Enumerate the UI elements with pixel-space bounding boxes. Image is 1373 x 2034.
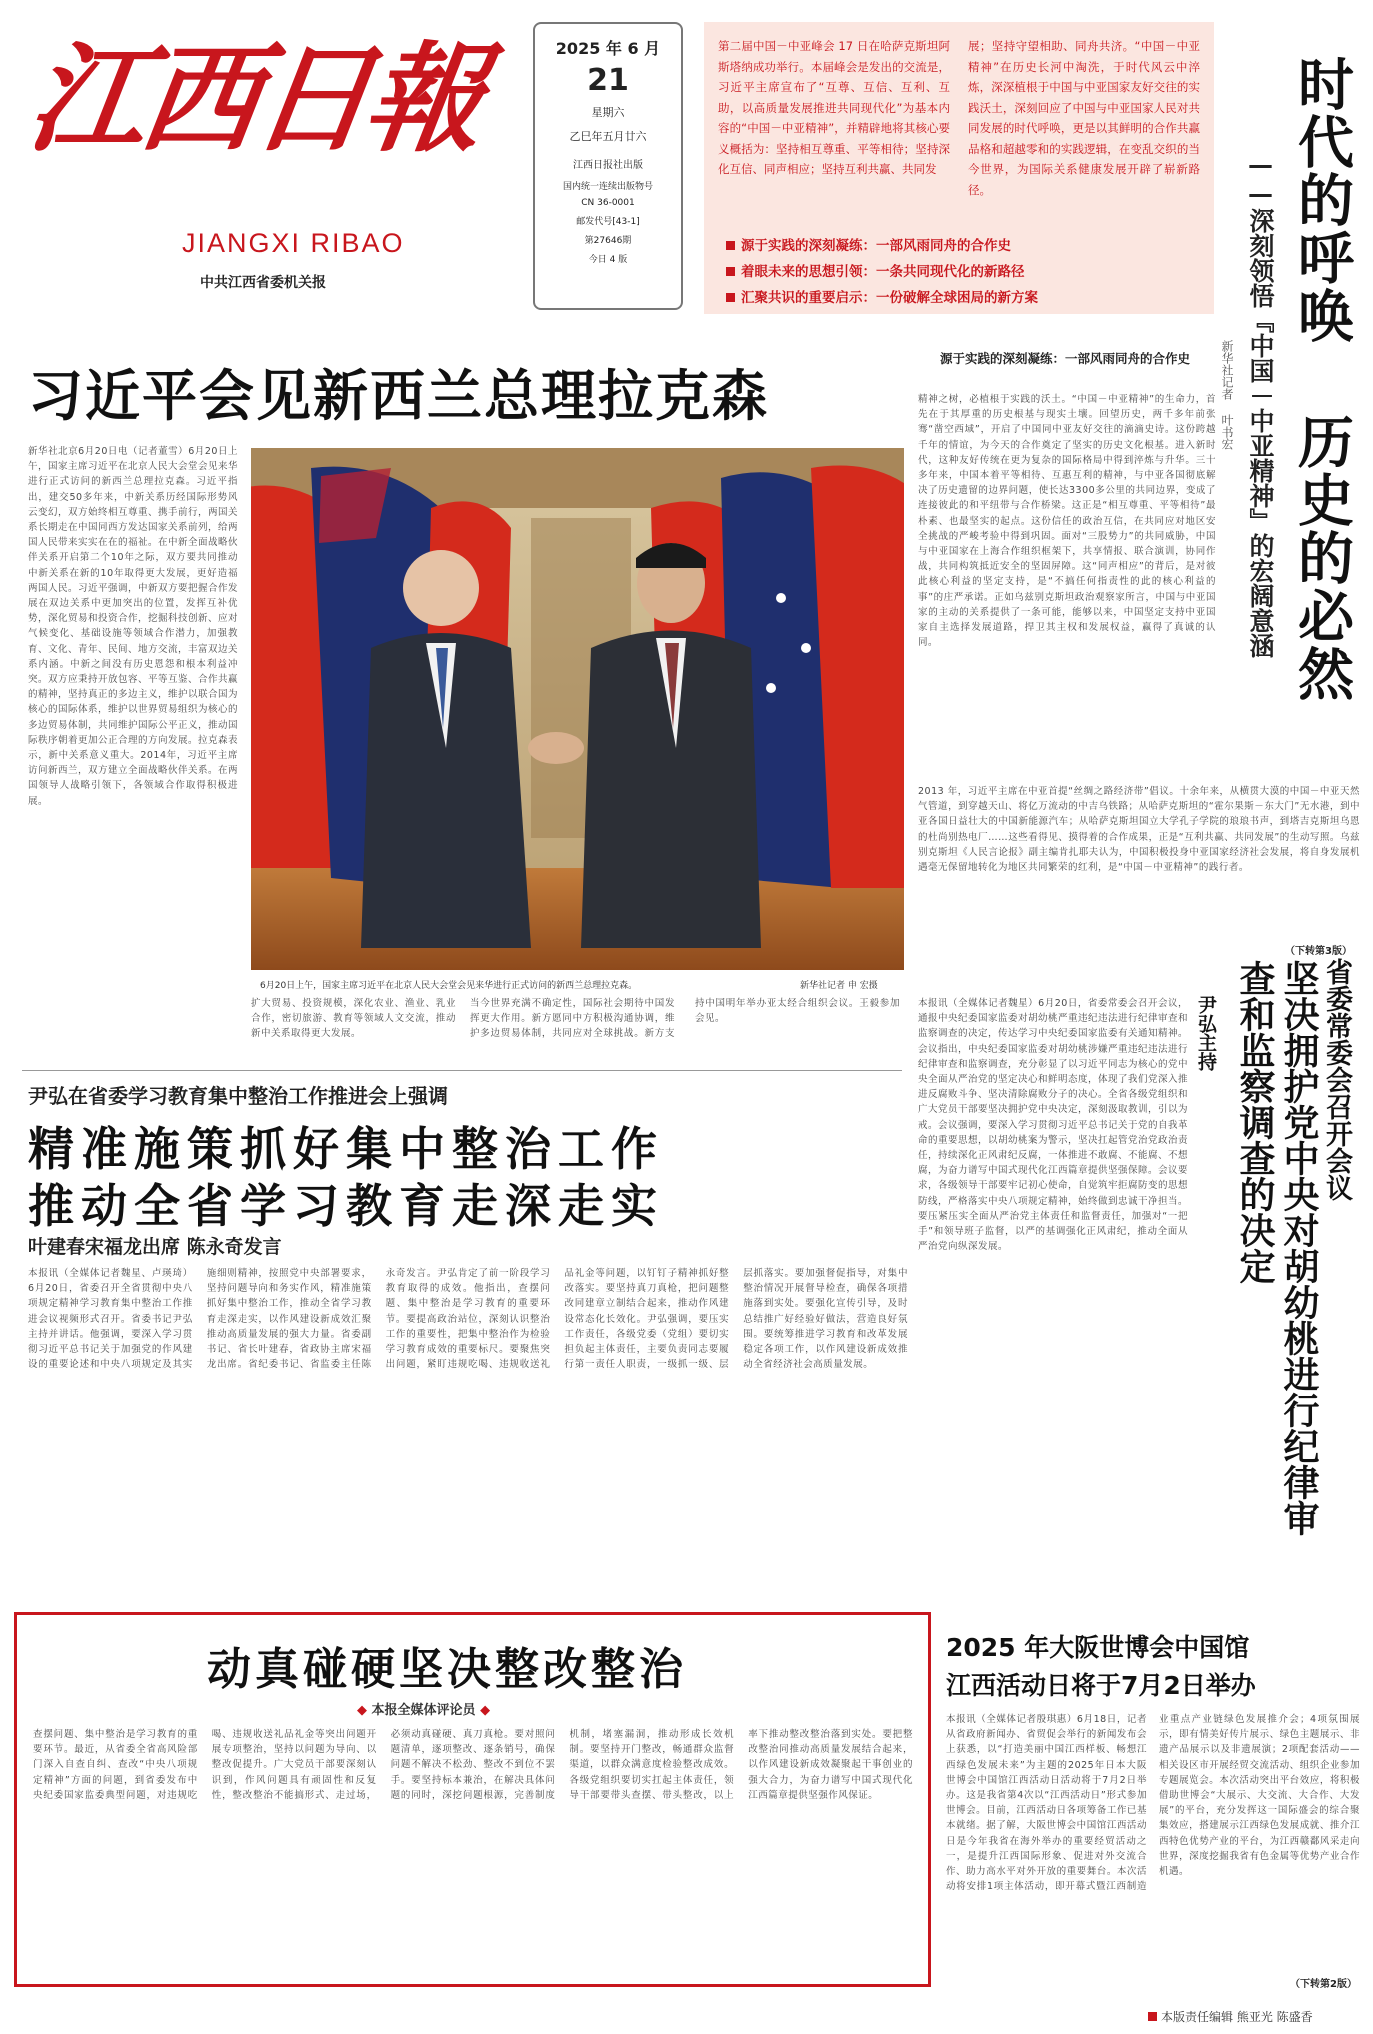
second-headline-1: 精准施策抓好集中整治工作 [28, 1122, 664, 1176]
commentary-headline: 动真碰硬坚决整改整治 [207, 1644, 687, 1695]
expo-continue: （下转第2版） [1290, 1979, 1357, 1990]
second-headline-2: 推动全省学习教育走深走实 [28, 1179, 664, 1233]
feature-author: 新华社记者 叶书宏 [1220, 340, 1234, 450]
lead-body-tail-2: 当今世界充满不确定性，国际社会期待中国发挥更大作用。新方愿同中方积极沟通协调，维护多边贸易体制，共同应对全球挑战。新方支持中国明年举办亚太经合组织会议。王毅参加会见。 [470, 998, 900, 1040]
diamond-bullet-icon: ◆ [480, 1703, 491, 1718]
publisher: 江西日报社出版 [573, 160, 643, 171]
cn-number: CN 36-0001 [581, 198, 635, 208]
teaser-link-3[interactable]: 汇聚共识的重要启示：一份破解全球困局的新方案 [726, 286, 1038, 306]
postal-code: 邮发代号[43-1] [576, 217, 640, 227]
meeting-photo-illustration [251, 448, 904, 970]
divider [22, 1070, 902, 1071]
feature-continue: （下转第3版） [1285, 946, 1352, 957]
right-story-body: 本报讯（全媒体记者魏星）6月20日，省委常委会召开会议，通报中央纪委国家监委对胡幼桃严重违纪违法进行纪律审查和监察调查的决定，传达学习中央纪委国家监委有关通知精神。会议指出，中央纪委国家监委对胡幼桃涉嫌严重违纪违法进行纪律审查和监察调查，充分彰显了以习近平同志为核心的党中央全面从严治党的坚定决心和鲜明态度，体现了我们党深入推进反腐败斗争、坚决清除腐败分子的决心。全省各级党组织和广大党员干部要坚决拥护党中央决定，深刻汲取教训，引以为戒。会议强调，要深入学习贯彻习近平总书记关于党的自我革命的重要思想，以胡幼桃案为警示，坚决扛起管党治党政治责任，持续深化正风肃纪反腐，一体推进不敢腐、不能腐、不想腐，为奋力谱写中国式现代化江西篇章提供坚强保障。会议要求，各级领导干部要牢记初心使命，自觉筑牢拒腐防变的思想防线，严格落实中央八项规定精神，始终做到忠诚干净担当。要压紧压实全面从严治党主体责任和监督责任，加强对“一把手”和领导班子监督，以严的基调强化正风肃纪，推动全面从严治党向纵深发展。 [918, 998, 1188, 1253]
newspaper-sponsor: 中共江西省委机关报 [200, 275, 326, 291]
issue-number: 第27646期 [584, 236, 632, 246]
feature-body-2: 2013 年，习近平主席在中亚首提“丝绸之路经济带”倡议。十余年来，从横贯大漠的中国－中亚天然气管道，到穿越天山、将亿万流动的中吉乌铁路；从哈萨克斯坦的“霍尔果斯－东大门”无水港，到中亚各国日益壮大的中国新能源汽车；从哈萨克斯坦国立大学孔子学院的琅琅书声，到塔吉克斯坦乌恩的杜尚别热电厂……这些看得见、摸得着的合作成果，正是“互利共赢、共同发展”的生动写照。乌兹别克斯坦《人民言论报》副主编肯扎耶夫认为，中国积极投身中亚国家经济社会发展，将自身发展机遇毫无保留地转化为地区共同繁荣的红利，是“中国－中亚精神”的践行者。 [918, 786, 1360, 874]
expo-headline-1: 2025 年大阪世博会中国馆 [946, 1633, 1250, 1662]
second-kicker: 尹弘在省委学习教育集中整治工作推进会上强调 [28, 1084, 448, 1108]
commentary-box [14, 1612, 931, 1987]
right-story-presider: 尹弘主持 [1195, 995, 1217, 1071]
feature-section-title: 源于实践的深刻凝练：一部风雨同舟的合作史 [940, 351, 1191, 366]
expo-headline-2: 江西活动日将于7月2日举办 [946, 1671, 1256, 1700]
newspaper-logo: 江西日報 [20, 29, 488, 168]
date-lunar: 乙巳年五月廿六 [569, 130, 647, 143]
commentary-body: 查摆问题、集中整治是学习教育的重要环节。最近，从省委全省高风险部门深入自查自纠、查改“中央八项规定精神”方面的问题，到省委发布中央纪委国家监委典型问题，对违规吃喝、违规收送礼品礼金等突出问题开展专项整治，坚持以问题为导向、以整改促提升。广大党员干部要深刻认识到，作风问题具有顽固性和反复性，整改整治不能搞形式、走过场，必须动真碰硬、真刀真枪。要对照问题清单，逐项整改、逐条销号，确保问题不解决不松劲、整改不到位不罢手。要坚持标本兼治，在解决具体问题的同时，深挖问题根源，完善制度机制，堵塞漏洞，推动形成长效机制。要坚持开门整改，畅通群众监督渠道，以群众满意度检验整改成效。各级党组织要切实扛起主体责任，领导干部要带头查摆、带头整改，以上率下推动整改整治落到实处。要把整改整治同推动高质量发展结合起来，以作风建设新成效凝聚起干事创业的强大合力，为奋力谱写中国式现代化江西篇章提供坚强作风保证。 [33, 1729, 913, 1801]
date-year-month: 2025 年 6 月 [555, 39, 661, 58]
date-weekday: 星期六 [591, 106, 625, 119]
teaser-link-1[interactable]: 源于实践的深刻凝练：一部风雨同舟的合作史 [726, 234, 1011, 254]
feature-headline: 时代的呼唤 历史的必然 [1289, 55, 1355, 703]
commentary-byline: ◆ 本报全媒体评论员 ◆ [357, 1703, 491, 1718]
masthead [22, 22, 542, 312]
date-day: 21 [587, 63, 629, 98]
second-body: 本报讯（全媒体记者魏星、卢瑛琦）6月20日，省委召开全省贯彻中央八项规定精神学习教育集中整治工作推进会议视频形式召开。省委书记尹弘主持并讲话。他强调，要深入学习贯彻习近平总书记关于加强党的作风建设的重要论述和中央八项规定及其实施细则精神，按照党中央部署要求，坚持问题导向和务实作风，精准施策抓好集中整治工作，推动全省学习教育走深走实，以作风建设新成效汇聚推动高质量发展的强大力量。省委副书记、省长叶建春，省政协主席宋福龙出席。省纪委书记、省监委主任陈永奇发言。尹弘肯定了前一阶段学习教育取得的成效。他指出，查摆问题、集中整治是学习教育的重要环节。要提高政治站位，深刻认识整治工作的重要性，把集中整治作为检验学习教育成效的重要标尺。要聚焦突出问题，紧盯违规吃喝、违规收送礼品礼金等问题，以钉钉子精神抓好整改落实。要坚持真刀真枪，把问题整改同建章立制结合起来，推动作风建设常态化长效化。尹弘强调，要压实工作责任，各级党委（党组）要切实担负起主体责任，主要负责同志要履行第一责任人职责，一级抓一级、层层抓落实。要加强督促指导，对集中整治情况开展督导检查，确保各项措施落到实处。要强化宣传引导，及时总结推广好经验好做法，营造良好氛围。要统筹推进学习教育和改革发展稳定各项工作，以作风建设新成效推动全省经济社会高质量发展。 [28, 1268, 908, 1371]
photo-caption: 6月20日上午，国家主席习近平在北京人民大会堂会见来华进行正式访问的新西兰总理拉克森。 [260, 981, 638, 991]
teaser-column-1: 第二届中国－中亚峰会 17 日在哈萨克斯坦阿斯塔纳成功举行。本届峰会是发出的交流是，习近平主席宣布了“互尊、互信、互利、互助，以高质量发展推进共同现代化”为基本内容的“中国－中亚精神”，并精辟地将其核心要义概括为：坚持相互尊重、平等相待；坚持深化互信、同声相应；坚持互利共赢、共同发 [718, 39, 950, 176]
page-editors: 本版责任编辑 熊亚光 陈盛香 [1148, 2008, 1313, 2025]
square-bullet-icon [726, 241, 735, 250]
newspaper-pinyin: JIANGXI RIBAO [182, 228, 405, 258]
expo-body: 本报讯（全媒体记者殷琪惠）6月18日，记者从省政府新闻办、省贸促会举行的新闻发布会上获悉，以“打造美丽中国江西样板、畅想江西绿色发展未来”为主题的2025年日本大阪世博会中国馆江西活动日活动将于7月2日举办。这是我省第4次以“江西活动日”形式参加世博会。目前，江西活动日各项筹备工作已基本就绪。据了解，大阪世博会中国馆江西活动日是今年我省在海外举办的重要经贸活动之一，是提升江西国际形象、促进对外交流合作、助力高水平对外开放的重要舞台。本次活动将安排1项主体活动，即开幕式暨江西制造业重点产业链绿色发展推介会；4项氛围展示，即有情美好传片展示、绿色主题展示、非遗产品展示以及非遗展演；2项配套活动——相关设区市开展经贸交流活动、组织企业参加专题展览会。本次活动突出平台效应，将积极借助世博会“大展示、大交流、大合作、大发展”的平台，充分发挥这一国际盛会的综合聚集效应，搭建展示江西绿色发展成就、推介江西特色优势产业的平台，为江西赣鄱风采走向世界，深度挖掘我省有色金属等优势产业合作机遇。 [946, 1714, 1360, 1893]
diamond-bullet-icon: ◆ [357, 1703, 367, 1718]
square-bullet-icon [1148, 2012, 1157, 2021]
lead-photo [251, 448, 904, 970]
page-count: 今日 4 版 [588, 255, 628, 265]
photo-credit: 新华社记者 申 宏摄 [800, 981, 878, 991]
square-bullet-icon [726, 293, 735, 302]
second-subhead: 叶建春宋福龙出席 陈永奇发言 [28, 1236, 282, 1258]
lead-headline: 习近平会见新西兰总理拉克森 [28, 364, 770, 428]
date-box [533, 22, 683, 310]
teaser-link-2[interactable]: 着眼未来的思想引领：一条共同现代化的新路径 [726, 260, 1025, 280]
right-story-headline-b: 坚决拥护党中央对胡幼桃进行纪律审查和监察调查的决定 [1234, 960, 1319, 1536]
teaser-column-2: 展；坚持守望相助、同舟共济。“中国－中亚精神”在历史长河中淘洗，于时代风云中淬炼，深深植根于中国与中亚国家友好交往的实践沃土，深刻回应了中国与中亚国家人民对共同发展的时代呼唤，更是以其鲜明的合作共赢品格和超越零和的实践逻辑，在变乱交织的当今世界，为国际关系健康发展开辟了崭新路径。 [968, 39, 1200, 197]
feature-body: 精神之树，必植根于实践的沃土。“中国－中亚精神”的生命力，首先在于其厚重的历史根基与现实土壤。回望历史，两千多年前张骞“凿空西域”，开启了中国同中亚友好交往的滴滴史诗。这份跨越千年的情谊，为今天的合作奠定了坚实的历史文化根基。进入新时代，这种友好传统在更为复杂的国际格局中得到淬炼与升华。三十多年来，中国本着平等相待、互惠互利的精神，与中亚各国彻底解决了历史遗留的边界问题，使长达3300多公里的共同边界，变成了连接彼此的和平纽带与合作桥梁。这正是“相互尊重、平等相待”最朴素、也最坚实的起点。这份信任的政治互信，在共同应对地区安全挑战的严峻考验中得到巩固。面对“三股势力”的共同威胁，中国与中亚国家在上海合作组织框架下，共享情报、联合演训，协同作战，共同构筑抵近安全的坚固屏障。这“同声相应”的背后，是对彼此核心利益的坚定支持，是“不搞任何指责性的此的核心利益的事”的庄严承诺。正如乌兹别克斯坦政治观察家所言，中国与中亚国家的主动的关系提供了一条可能，能够以来，中国坚定支持中亚国家自主选择发展道路，捍卫其主权和发展权益，赢得了真诚的认同。 [918, 394, 1216, 649]
teaser-box [704, 22, 1214, 314]
lead-body: 新华社北京6月20日电（记者董雪）6月20日上午，国家主席习近平在北京人民大会堂会见来华进行正式访问的新西兰总理拉克森。习近平指出，建交50多年来，中新关系历经国际形势风云变幻，双方始终相互尊重、携手前行，两国关系长期走在中国同西方发达国家关系前列，给两国人民带来实实在在的福祉。在中新全面战略伙伴关系开启第二个10年之际，双方要共同推动中新关系在新的10年取得更大发展，更好造福两国人民。习近平强调，中新双方要把握合作发展在双边关系中更加突出的位置，发挥互补优势，深化贸易和投资合作，挖掘科技创新、应对气候变化、基础设施等领域合作潜力，加强教育、文化、青年、民间、地方交流，丰富双边关系内涵。中新之间没有历史恩怨和根本利益冲突。双方应秉持开放包容、平等互鉴、合作共赢的精神，坚持真正的多边主义，维护以联合国为核心的国际体系，维护以世界贸易组织为核心的多边贸易体制，共同维护国际公平正义，推动国际秩序朝着更加公正合理的方向发展。拉克森表示，新中关系意义重大。2014年，习近平主席访问新西兰，双方建立全面战略伙伴关系。在两国领导人战略引领下，各领域合作取得积极进展。 [28, 446, 238, 807]
lead-body-tail-1: 扩大贸易、投资规模，深化农业、渔业、乳业合作，密切旅游、教育等领域人文交流，推动新中关系取得更大发展。 [251, 998, 456, 1040]
serial-label: 国内统一连续出版物号 [562, 182, 653, 192]
square-bullet-icon [726, 267, 735, 276]
right-story-headline-a: 省委常委会召开会议 [1321, 958, 1352, 1201]
feature-subhead: ——深刻领悟『中国－中亚精神』的宏阔意涵 [1246, 150, 1275, 658]
